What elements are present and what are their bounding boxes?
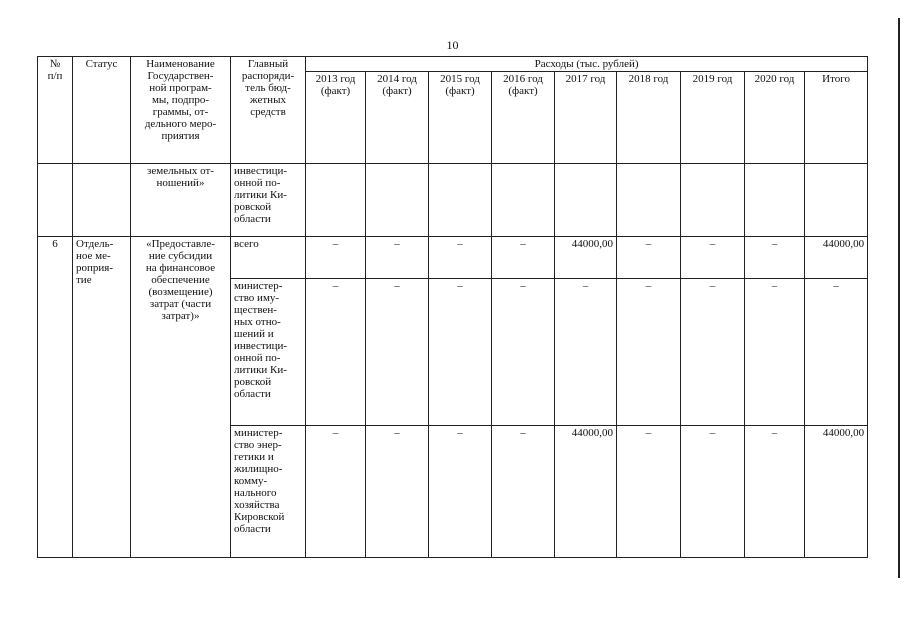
header-year: 2013 год (факт) [306,72,366,164]
cell-num: 6 [38,237,73,558]
header-status: Статус [73,57,131,164]
cell-total: – [805,279,868,426]
header-total: Итого [805,72,868,164]
cell-total: 44000,00 [805,237,868,279]
cell-value: – [492,426,555,558]
cell-value: – [681,279,745,426]
continuation-row [38,164,868,237]
cell-name: «Предоставле- ние субсидии на финансовое обеспечение (возмещение) затрат (части затрат)» [131,237,231,558]
header-year: 2019 год [681,72,745,164]
cell-value: – [366,237,429,279]
cell-value [429,164,492,237]
header-year: 2017 год [555,72,617,164]
header-name: Наименование Государствен- ной програм- мы, подпро- граммы, от- дельного меро- приятия [131,57,231,164]
cell-value: – [429,237,492,279]
cell-value: – [306,279,366,426]
cell-value: 44000,00 [555,237,617,279]
cell-value: – [429,279,492,426]
cell-value [366,164,429,237]
cell-value [492,164,555,237]
cell-status [73,164,131,237]
cell-value: – [681,237,745,279]
page-edge-line [898,18,900,578]
cell-value: – [429,426,492,558]
cell-value: – [366,426,429,558]
cell-value: – [745,237,805,279]
expenses-table [37,56,868,558]
cell-value: – [492,237,555,279]
cell-value: – [745,426,805,558]
cell-admin: министер- ство энер- гетики и жилищно- комму- нального хозяйства Кировской области [231,426,306,558]
cell-value: – [681,426,745,558]
cell-admin: инвестици- онной по- литики Ки- ровской области [231,164,306,237]
cell-value [555,164,617,237]
cell-value: – [745,279,805,426]
cell-admin: всего [231,237,306,279]
cell-value: – [617,426,681,558]
page-number: 10 [446,38,459,52]
cell-value: – [555,279,617,426]
cell-status: Отдель- ное ме- роприя- тие [73,237,131,558]
header-row-1 [38,57,868,72]
header-year: 2014 год (факт) [366,72,429,164]
cell-num [38,164,73,237]
cell-admin: министер- ство иму- ществен- ных отно- шений и инвестици- онной по- литики Ки- ровской области [231,279,306,426]
table-row [38,237,868,279]
header-admin: Главный распоряди- тель бюд- жетных средств [231,57,306,164]
cell-value: – [306,237,366,279]
cell-value: – [617,279,681,426]
cell-total: 44000,00 [805,426,868,558]
header-year: 2016 год (факт) [492,72,555,164]
cell-value [681,164,745,237]
cell-value [745,164,805,237]
header-year: 2020 год [745,72,805,164]
cell-value: 44000,00 [555,426,617,558]
cell-value: – [366,279,429,426]
cell-value: – [492,279,555,426]
cell-value [805,164,868,237]
header-expenses: Расходы (тыс. рублей) [306,57,868,72]
cell-value [306,164,366,237]
cell-value: – [617,237,681,279]
header-year: 2015 год (факт) [429,72,492,164]
cell-name: земельных от- ношений» [131,164,231,237]
cell-value [617,164,681,237]
header-num: № п/п [38,57,73,164]
cell-value: – [306,426,366,558]
header-year: 2018 год [617,72,681,164]
